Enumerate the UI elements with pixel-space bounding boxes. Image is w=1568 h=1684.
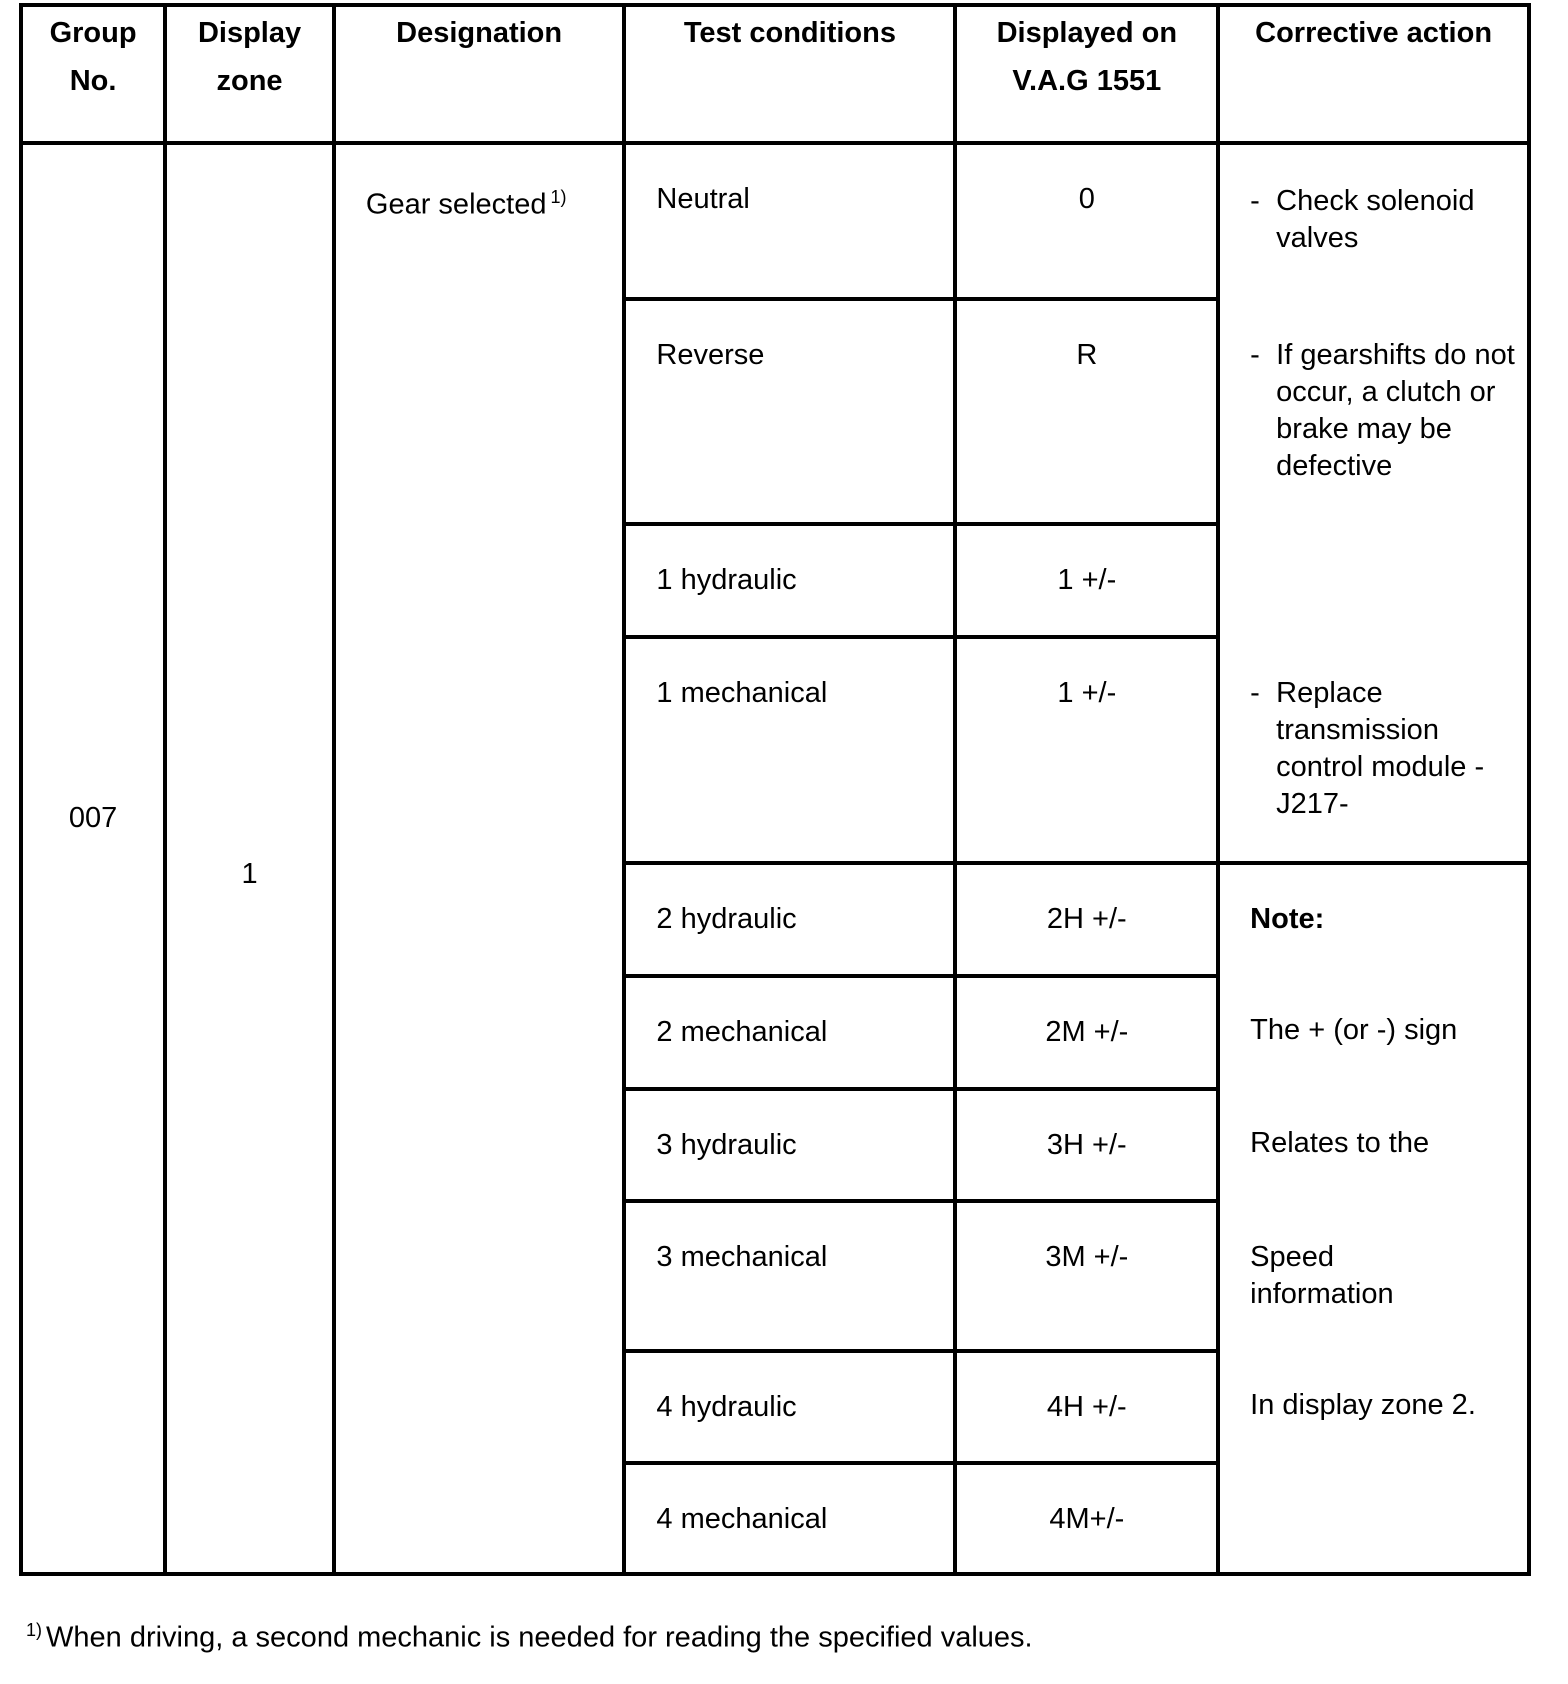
display-value-cell: 2M +/- bbox=[955, 976, 1218, 1089]
note-cell bbox=[1218, 863, 1529, 976]
note-cell bbox=[1218, 1463, 1529, 1574]
display-value-cell: 4M+/- bbox=[955, 1463, 1218, 1574]
footnote bbox=[26, 1620, 1033, 1655]
display-value-cell: R bbox=[955, 299, 1218, 525]
group-number: 007 bbox=[68, 802, 118, 835]
designation-footnote-ref: 1) bbox=[550, 187, 567, 208]
condition-cell: 2 mechanical bbox=[624, 976, 955, 1089]
designation-label: Gear selected bbox=[365, 189, 547, 222]
action-gearshifts: If gearshifts do not occur, a clutch or brake may be defective bbox=[1276, 338, 1515, 482]
note-cell bbox=[1218, 1089, 1529, 1202]
bullet-dash: - bbox=[1250, 338, 1260, 371]
display-zone-value: 1 bbox=[241, 858, 258, 891]
measured-value-table bbox=[19, 3, 1531, 1576]
condition-cell: 1 hydraulic bbox=[624, 524, 955, 637]
condition-cell: 2 hydraulic bbox=[624, 863, 955, 976]
footnote-text: When driving, a second mechanic is needed for reading the specified values. bbox=[46, 1621, 1033, 1654]
action-cell bbox=[1218, 143, 1529, 298]
note-line: Relates to the bbox=[1250, 1126, 1430, 1159]
header-group-no: Group No. bbox=[21, 5, 165, 143]
bullet-dash: - bbox=[1250, 185, 1260, 218]
designation-cell bbox=[334, 143, 624, 1574]
note-line: Speed information bbox=[1250, 1241, 1394, 1311]
note-line: In display zone 2. bbox=[1250, 1389, 1476, 1422]
display-zone-cell bbox=[165, 143, 334, 1574]
footnote-mark: 1) bbox=[26, 1620, 43, 1640]
note-cell bbox=[1218, 976, 1529, 1089]
note-line: The + (or -) sign bbox=[1250, 1013, 1458, 1046]
header-row bbox=[21, 5, 1529, 143]
display-value-cell: 1 +/- bbox=[955, 524, 1218, 637]
note-cell bbox=[1218, 1351, 1529, 1463]
header-corrective-action: Corrective action bbox=[1218, 5, 1529, 143]
table-row bbox=[21, 143, 1529, 298]
header-designation: Designation bbox=[334, 5, 624, 143]
note-cell bbox=[1218, 1201, 1529, 1351]
display-value-cell: 3H +/- bbox=[955, 1089, 1218, 1202]
action-check-solenoid: Check solenoid valves bbox=[1276, 185, 1475, 255]
display-value-cell: 2H +/- bbox=[955, 863, 1218, 976]
action-cell bbox=[1218, 524, 1529, 637]
bullet-dash: - bbox=[1250, 677, 1260, 710]
condition-cell: 1 mechanical bbox=[624, 637, 955, 863]
display-value-cell: 3M +/- bbox=[955, 1201, 1218, 1351]
action-cell bbox=[1218, 637, 1529, 863]
condition-cell: Reverse bbox=[624, 299, 955, 525]
condition-cell: 3 mechanical bbox=[624, 1201, 955, 1351]
header-displayed-on: Displayed on V.A.G 1551 bbox=[955, 5, 1218, 143]
action-bullet bbox=[1250, 675, 1517, 823]
condition-cell: 3 hydraulic bbox=[624, 1089, 955, 1202]
group-number-cell bbox=[21, 143, 165, 1574]
display-value-cell: 4H +/- bbox=[955, 1351, 1218, 1463]
display-value-cell: 1 +/- bbox=[955, 637, 1218, 863]
action-bullet bbox=[1250, 183, 1517, 257]
note-title: Note: bbox=[1250, 902, 1325, 935]
condition-cell: 4 mechanical bbox=[624, 1463, 955, 1574]
condition-cell: 4 hydraulic bbox=[624, 1351, 955, 1463]
action-replace-tcm: Replace transmission control module -J217- bbox=[1276, 677, 1485, 821]
header-test-conditions: Test conditions bbox=[624, 5, 955, 143]
action-cell bbox=[1218, 299, 1529, 525]
action-bullet bbox=[1250, 337, 1517, 485]
header-display-zone: Display zone bbox=[165, 5, 334, 143]
condition-cell: Neutral bbox=[624, 143, 955, 298]
display-value-cell: 0 bbox=[955, 143, 1218, 298]
